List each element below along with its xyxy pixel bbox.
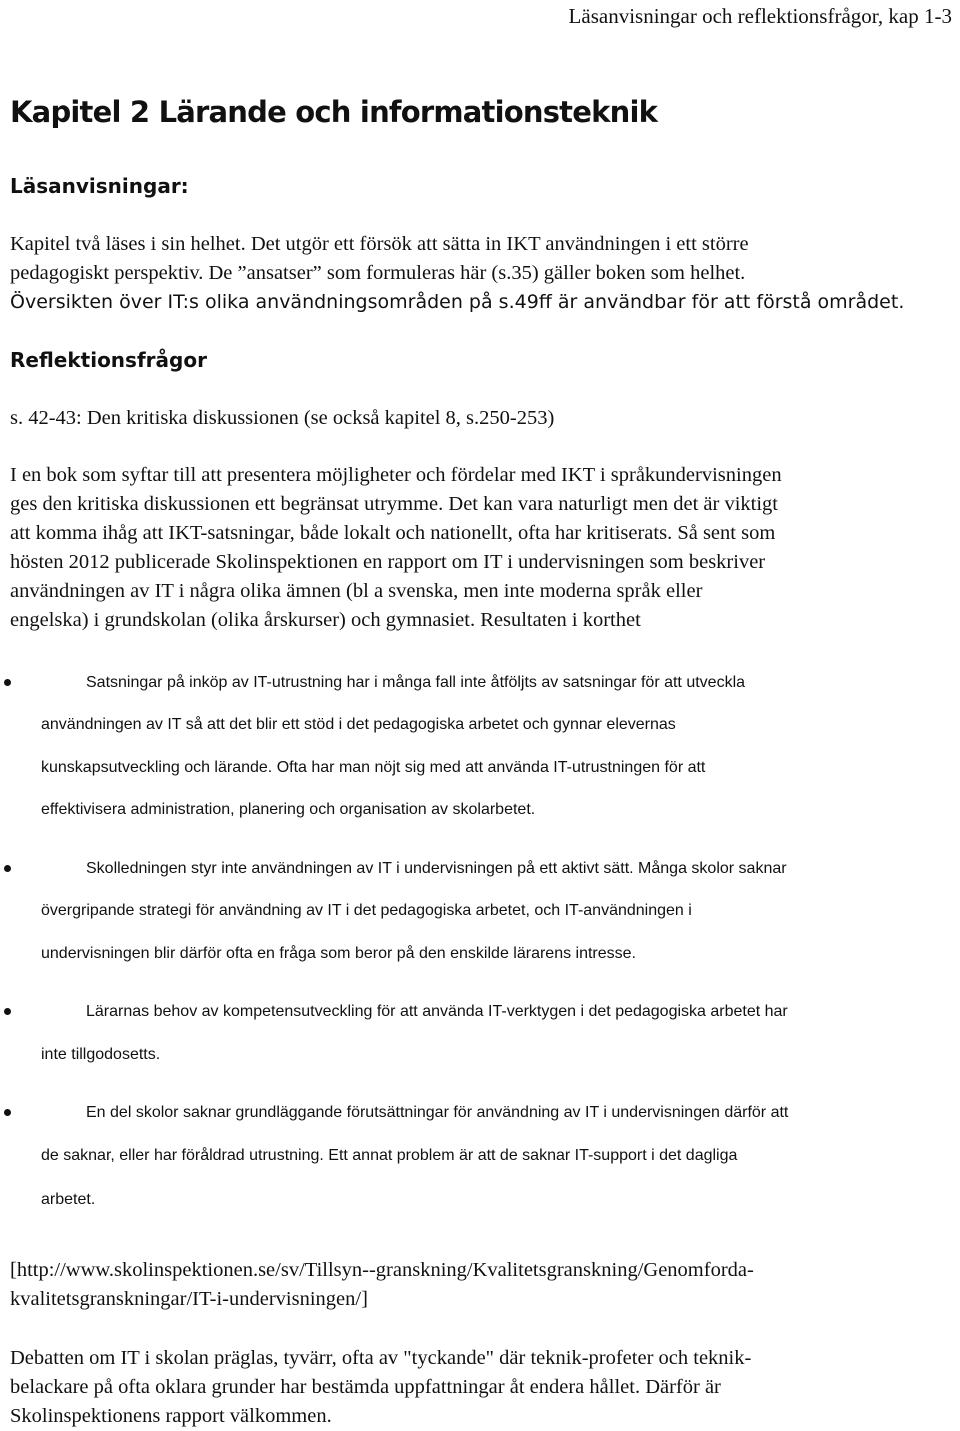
bullet-line: En del skolor saknar grundläggande förutsättningar för användning av IT i undervisningen därför att [86,1104,789,1121]
bullet-line: Satsningar på inköp av IT-utrustning har i många fall inte åtföljts av satsningar för att utveckla [86,674,746,691]
running-header: Läsanvisningar och reflektionsfrågor, kap 1-3 [568,4,952,28]
debate-paragraph [10,1344,955,1431]
reflection-paragraph [10,461,955,635]
reference-line: kvalitetsgranskningar/IT-i-undervisningen/] [10,1288,368,1310]
reflection-questions-heading: Reflektionsfrågor [10,348,207,372]
bullet-line: kunskapsutveckling och lärande. Ofta har man nöjt sig med att använda IT-utrustningen för att [41,759,706,776]
reflection-line: engelska) i grundskolan (olika årskurser) och gymnasiet. Resultaten i korthet [10,609,641,631]
debate-line: belackare på ofta oklara grunder har bestämda uppfattningar åt endera hållet. Därför är [10,1376,721,1398]
reading-line: pedagogiskt perspektiv. De ”ansatser” som formuleras här (s.35) gäller boken som helhet. [10,262,746,284]
reading-line: Kapitel två läses i sin helhet. Det utgör ett försök att sätta in IKT användningen i ett större [10,233,749,255]
reading-line: Översikten över IT:s olika användningsområden på s.49ff är användbar för att förstå området. [10,291,905,313]
bullet-dot-icon [4,679,11,686]
bullet-dot-icon [4,1109,11,1116]
chapter-title: Kapitel 2 Lärande och informationsteknik [10,95,658,129]
bullet-line: övergripande strategi för användning av IT i det pedagogiska arbetet, och IT-användningen i [41,902,692,919]
bullet-line: Lärarnas behov av kompetensutveckling för att använda IT-verktygen i det pedagogiska arbetet har [86,1003,788,1020]
report-reference [10,1256,955,1314]
reference-line: [http://www.skolinspektionen.se/sv/Tillsyn--granskning/Kvalitetsgranskning/Genomforda- [10,1259,754,1281]
reflection-pages-text: s. 42-43: Den kritiska diskussionen (se också kapitel 8, s.250-253) [10,407,555,429]
debate-line: Debatten om IT i skolan präglas, tyvärr, ofta av "tyckande" där teknik-profeter och teknik- [10,1347,752,1369]
debate-line: Skolinspektionens rapport välkommen. [10,1405,332,1427]
reading-instructions-heading: Läsanvisningar: [10,174,189,198]
reading-instructions-paragraph [10,230,955,317]
bullet-line: undervisningen blir därför ofta en fråga som beror på den enskilde lärarens intresse. [41,945,636,962]
reflection-pages-line [10,404,955,433]
bullet-dot-icon [4,865,11,872]
bullet-line: Skolledningen styr inte användningen av IT i undervisningen på ett aktivt sätt. Många skolor saknar [86,860,787,877]
bullet-dot-icon [4,1008,11,1015]
reflection-line: I en bok som syftar till att presentera möjligheter och fördelar med IKT i språkundervisningen [10,464,782,486]
bullet-line: effektivisera administration, planering och organisation av skolarbetet. [41,801,536,818]
bullet-line: användningen av IT så att det blir ett stöd i det pedagogiska arbetet och gynnar elevernas [41,716,676,733]
bullet-line: inte tillgodosetts. [41,1046,161,1063]
bullet-line: de saknar, eller har föråldrad utrustning. Ett annat problem är att de saknar IT-support i det dagliga [41,1147,738,1164]
bullet-line: arbetet. [41,1191,96,1208]
reflection-line: hösten 2012 publicerade Skolinspektionen en rapport om IT i undervisningen som beskriver [10,551,766,573]
reflection-line: användningen av IT i några olika ämnen (bl a svenska, men inte moderna språk eller [10,580,703,602]
reflection-line: ges den kritiska diskussionen ett begränsat utrymme. Det kan vara naturligt men det är viktigt [10,493,778,515]
reflection-line: att komma ihåg att IKT-satsningar, både lokalt och nationellt, ofta har kritiserats. Så sent som [10,522,776,544]
